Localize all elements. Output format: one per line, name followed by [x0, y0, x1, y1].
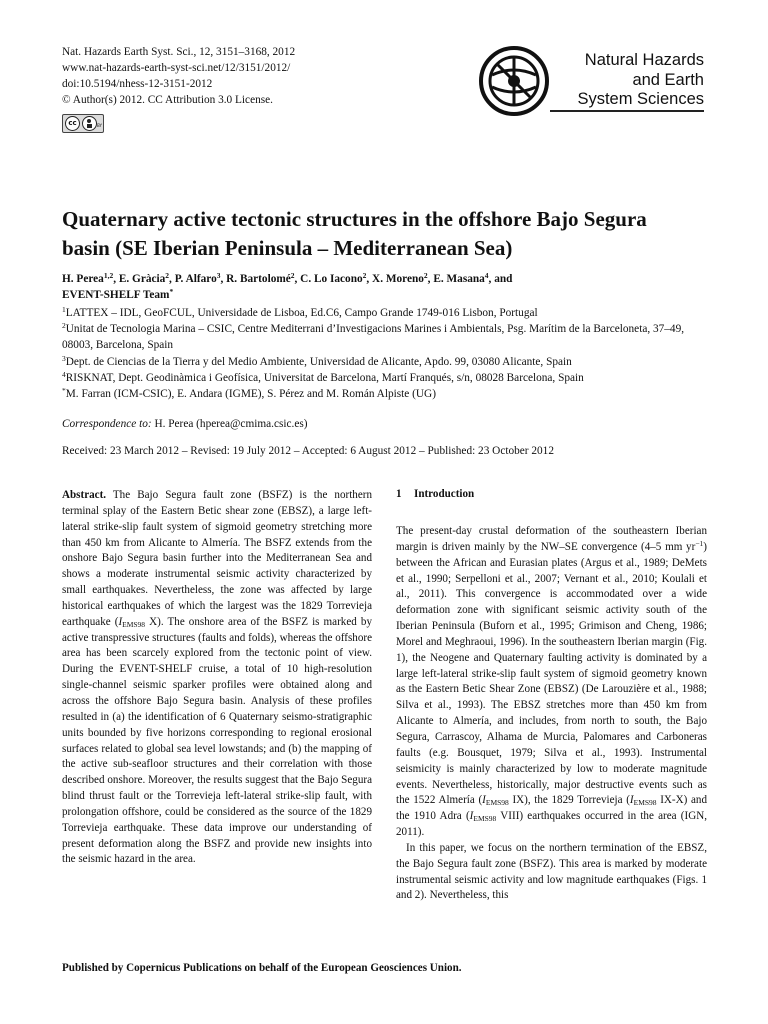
author-affiliation-marker: 1,2 [103, 271, 114, 280]
journal-url[interactable]: www.nat-hazards-earth-syst-sci.net/12/3151/2012/ [62, 62, 291, 74]
paper-title [62, 205, 712, 263]
introduction-body [396, 524, 707, 904]
abstract-text: The Bajo Segura fault zone (BSFZ) is the northern terminal splay of the Eastern Betic shear zone (EBSZ), a large left-lateral strike-slip fault system of sigmoid geometry stretching more than 450 km from Alicante to Almería. The BSFZ extends from the onshore Bajo Segura basin further into the Mediterranean Sea and shows a moderate instrumental seismic activity characterized by small earthquakes. Nevertheless, the zone was affected by large historical earthquakes of which the largest was the 1829 Torrevieja earthquake ( [62, 489, 372, 628]
author-list [62, 271, 712, 303]
affiliation-text: RISKNAT, Dept. Geodinàmica i Geofísica, Universitat de Barcelona, Martí Franqués, s/n, 08028 Barcelona, Spain [65, 371, 584, 384]
author-name: , R. Bartolomé [220, 273, 291, 285]
author-affiliation-marker: 2 [362, 271, 367, 280]
affiliation-marker: 1 [62, 305, 66, 314]
author-affiliation-marker: 2 [165, 271, 170, 280]
section-number: 1 [396, 488, 402, 500]
citation-line: Nat. Hazards Earth Syst. Sci., 12, 3151–3168, 2012 [62, 46, 296, 58]
abstract-paragraph [62, 488, 372, 868]
affiliation-text: Dept. de Ciencias de la Tierra y del Medio Ambiente, Universidad de Alicante, Apdo. 99, 03080 Alicante, Spain [65, 355, 572, 368]
ems-subscript: EMS98 [633, 798, 657, 808]
cc-icon: cc [65, 116, 80, 131]
correspondence [62, 416, 308, 432]
ems-symbol: I [629, 794, 634, 807]
ems-subscript: EMS98 [473, 814, 497, 824]
correspondence-email[interactable]: H. Perea (hperea@cmima.csic.es) [151, 418, 308, 430]
section-title: Introduction [414, 488, 475, 500]
license-line: © Author(s) 2012. CC Attribution 3.0 License. [62, 94, 273, 106]
affiliation-marker: 3 [62, 353, 66, 363]
cc-by-license-icon[interactable] [62, 114, 104, 133]
author-name: , X. Moreno [366, 273, 424, 285]
author-name: , C. Lo Iacono [294, 273, 363, 285]
intro-paragraph-1 [396, 524, 707, 841]
ems-symbol: I [482, 794, 486, 807]
journal-citation-block [62, 44, 295, 108]
affiliation-item [62, 370, 712, 386]
abstract [62, 488, 372, 868]
abstract-text: X). The onshore area of the BSFZ is marked by active transpressive structures (faults and folds), whereas the offshore area has been scarcely explored from the tectonic point of view. During the EVENT-SHELF cruise, a total of 10 high-resolution single-channel seismic sparker profiles were obtained along and across the offshore Bajo Segura basin. Analysis of these profiles resulted in (a) the identification of 6 Quaternary seismo-stratigraphic units bounded by five horizons corresponding to regional erosional surfaces related to global sea level lowstands; and (b) the mapping of the active sub-seafloor structures and their correlation with those described onshore. Moreover, the results suggest that the Bajo Segura blind thrust fault or the Torrevieja left-lateral strike-slip fault, with prolongation offshore, could be considered as the source of the 1829 Torrevieja earthquake. These data improve our understanding of present deformation along the BSFZ and provide new insights into the seismic hazard in the area. [62, 615, 372, 866]
journal-name-line-1: Natural Hazards [584, 51, 704, 69]
author-name: , E. Gràcia [113, 273, 166, 285]
author-affiliation-marker: 4 [484, 271, 489, 280]
author-name: , P. Alfaro [169, 273, 217, 285]
ems-subscript: EMS98 [122, 619, 146, 629]
affiliation-text: LATTEX – IDL, GeoFCUL, Universidade de Lisboa, Ed.C6, Campo Grande 1749-016 Lisbon, Portugal [65, 307, 538, 319]
unit-exponent: −1 [695, 538, 704, 548]
author-name: H. Perea [62, 273, 104, 285]
section-heading-introduction [396, 488, 474, 500]
by-person-icon [82, 116, 97, 131]
affiliation-item [62, 305, 712, 321]
ems-symbol: I [118, 615, 123, 628]
author-affiliation-marker: * [169, 287, 174, 296]
title-line-2: basin (SE Iberian Peninsula – Mediterranean Sea) [62, 236, 513, 260]
affiliation-text: M. Farran (ICM-CSIC), E. Andara (IGME), S. Pérez and M. Román Alpiste (UG) [65, 388, 436, 401]
abstract-label: Abstract. [62, 489, 107, 501]
author-team: EVENT-SHELF Team [62, 289, 170, 301]
affiliation-item [62, 321, 712, 353]
affiliation-text: Unitat de Tecnologia Marina – CSIC, Centre Mediterrani d’Investigacions Marines i Ambientals, Psg. Marítim de la Barceloneta, 37–49, 08003, Barcelona, Spain [62, 323, 685, 352]
intro-paragraph-2: In this paper, we focus on the northern termination of the EBSZ, the Bajo Segura fault zone (BSFZ). This area is marked by moderate instrumental seismic activity and low magnitude earthquakes (Figs. 1 and 2). Nevertheless, this [396, 841, 707, 902]
intro-text: IX), the 1829 Torrevieja ( [508, 794, 630, 807]
journal-name [577, 51, 704, 110]
author-affiliation-marker: 2 [423, 271, 428, 280]
affiliation-marker: 4 [62, 369, 66, 379]
publication-dates: Received: 23 March 2012 – Revised: 19 July 2012 – Accepted: 6 August 2012 – Published: 23 October 2012 [62, 445, 554, 457]
affiliation-list [62, 305, 712, 402]
ems-symbol: I [469, 810, 474, 823]
author-conjunction: , and [488, 273, 513, 285]
publisher-footer: Published by Copernicus Publications on behalf of the European Geosciences Union. [62, 962, 462, 974]
title-line-1: Quaternary active tectonic structures in the offshore Bajo Segura [62, 207, 647, 231]
author-name: , E. Masana [427, 273, 485, 285]
by-label: BY [97, 123, 102, 128]
author-affiliation-marker: 2 [290, 271, 295, 280]
journal-name-divider [550, 110, 704, 112]
intro-text: The present-day crustal deformation of the southeastern Iberian margin is driven mainly by the NW–SE convergence (4–5 mm yr [396, 525, 707, 553]
intro-text: ) between the African and Eurasian plates (Argus et al., 1989; DeMets et al., 1990; Serpelloni et al., 2007; Vernant et al., 2010; Koulali et al., 2011). This convergence is accommodated over a wide deformation zone with significant seismic activity south of the Iberian Peninsula (Buforn et al., 1995; Grimison and Cheng, 1986; Morel and Meghraoui, 1996). In the southeastern Iberian margin (Fig. 1), the Neogene and Quaternary faulting activity is dominated by a large left-lateral strike-slip fault system of sigmoid geometry known as the Eastern Betic Shear Zone (EBSZ) (De Larouzière et al., 1988; Silva et al., 1993). The EBSZ stretches more than 450 km from Alicante to Almería, and includes, from north to south, the Bajo Segura, Carrascoy, Alhama de Murcia, Palomares and Carboneras faults (e.g. Bousquet, 1979; Silva et al., 1993). Instrumental seismicity is mainly characterized by low to moderate magnitude events. Nevertheless, historically, major destructive events such as the 1522 Almería ( [396, 540, 707, 807]
affiliation-marker: 2 [62, 321, 66, 331]
correspondence-label: Correspondence to: [62, 418, 152, 430]
intro-text: VIII) earthquakes occurred in the area (IGN, 2011). [396, 810, 707, 839]
journal-name-line-2: and Earth [632, 70, 704, 89]
journal-name-line-3: System Sciences [577, 90, 704, 108]
doi-line[interactable]: doi:10.5194/nhess-12-3151-2012 [62, 78, 213, 90]
intro-text: IX-X) and the 1910 Adra ( [396, 794, 707, 823]
affiliation-item [62, 386, 712, 402]
affiliation-marker: * [62, 386, 66, 396]
egu-logo-icon [478, 45, 550, 117]
author-affiliation-marker: 3 [216, 271, 221, 280]
affiliation-item [62, 354, 712, 370]
ems-subscript: EMS98 [485, 798, 509, 808]
